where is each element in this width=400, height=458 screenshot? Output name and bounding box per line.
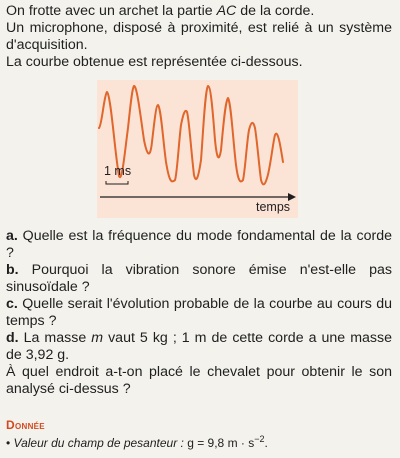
question-d-label: d. (6, 330, 19, 346)
donnee-note (6, 434, 268, 450)
donnee-end: . (264, 436, 268, 450)
donnee-text: Valeur du champ de pesanteur : (10, 436, 188, 450)
question-d-text: La masse (18, 330, 92, 346)
intro-text-end: de la corde. (236, 3, 315, 19)
question-d (6, 330, 392, 364)
intro-line-3: La courbe obtenue est représentée ci-dessous. (6, 54, 303, 70)
gravity-exponent: −2 (254, 434, 265, 444)
intro-line-2: Un microphone, disposé à proximité, est relié à un système d'acquisition. (6, 20, 392, 53)
question-b (6, 262, 392, 296)
segment-label: AC (216, 3, 237, 19)
question-b-text: Pourquoi la vibration sonore émise n'est-elle pas sinusoïdale ? (6, 262, 392, 295)
oscillogram-figure (97, 80, 298, 218)
intro-line-1 (6, 3, 314, 20)
question-d-followup: À quel endroit a-t-on placé le chevalet pour obtenir le son analysé ci-dessus ? (6, 364, 392, 397)
scale-label: 1 ms (104, 164, 132, 178)
donnee-title (6, 418, 45, 432)
gravity-formula: g = 9,8 m · s (187, 436, 255, 450)
scale-bracket (106, 181, 128, 184)
bullet: • (6, 436, 11, 450)
mass-variable: m (91, 330, 104, 346)
question-a-label: a. (6, 228, 18, 244)
intro-text: On frotte avec un archet la partie (6, 3, 217, 19)
donnee-title-text: Donnée (6, 418, 45, 432)
question-b-label: b. (6, 262, 19, 278)
question-c-label: c. (6, 296, 18, 312)
question-d-text-end: vaut 5 kg ; 1 m de cette corde a une masse de 3,92 g. (6, 330, 392, 363)
time-axis-label: temps (256, 200, 291, 214)
question-c (6, 296, 392, 330)
question-a (6, 228, 392, 262)
question-c-text: Quelle serait l'évolution probable de la courbe au cours du temps ? (6, 296, 392, 329)
question-a-text: Quelle est la fréquence du mode fondamental de la corde ? (6, 228, 392, 261)
oscillogram-svg (97, 80, 298, 218)
